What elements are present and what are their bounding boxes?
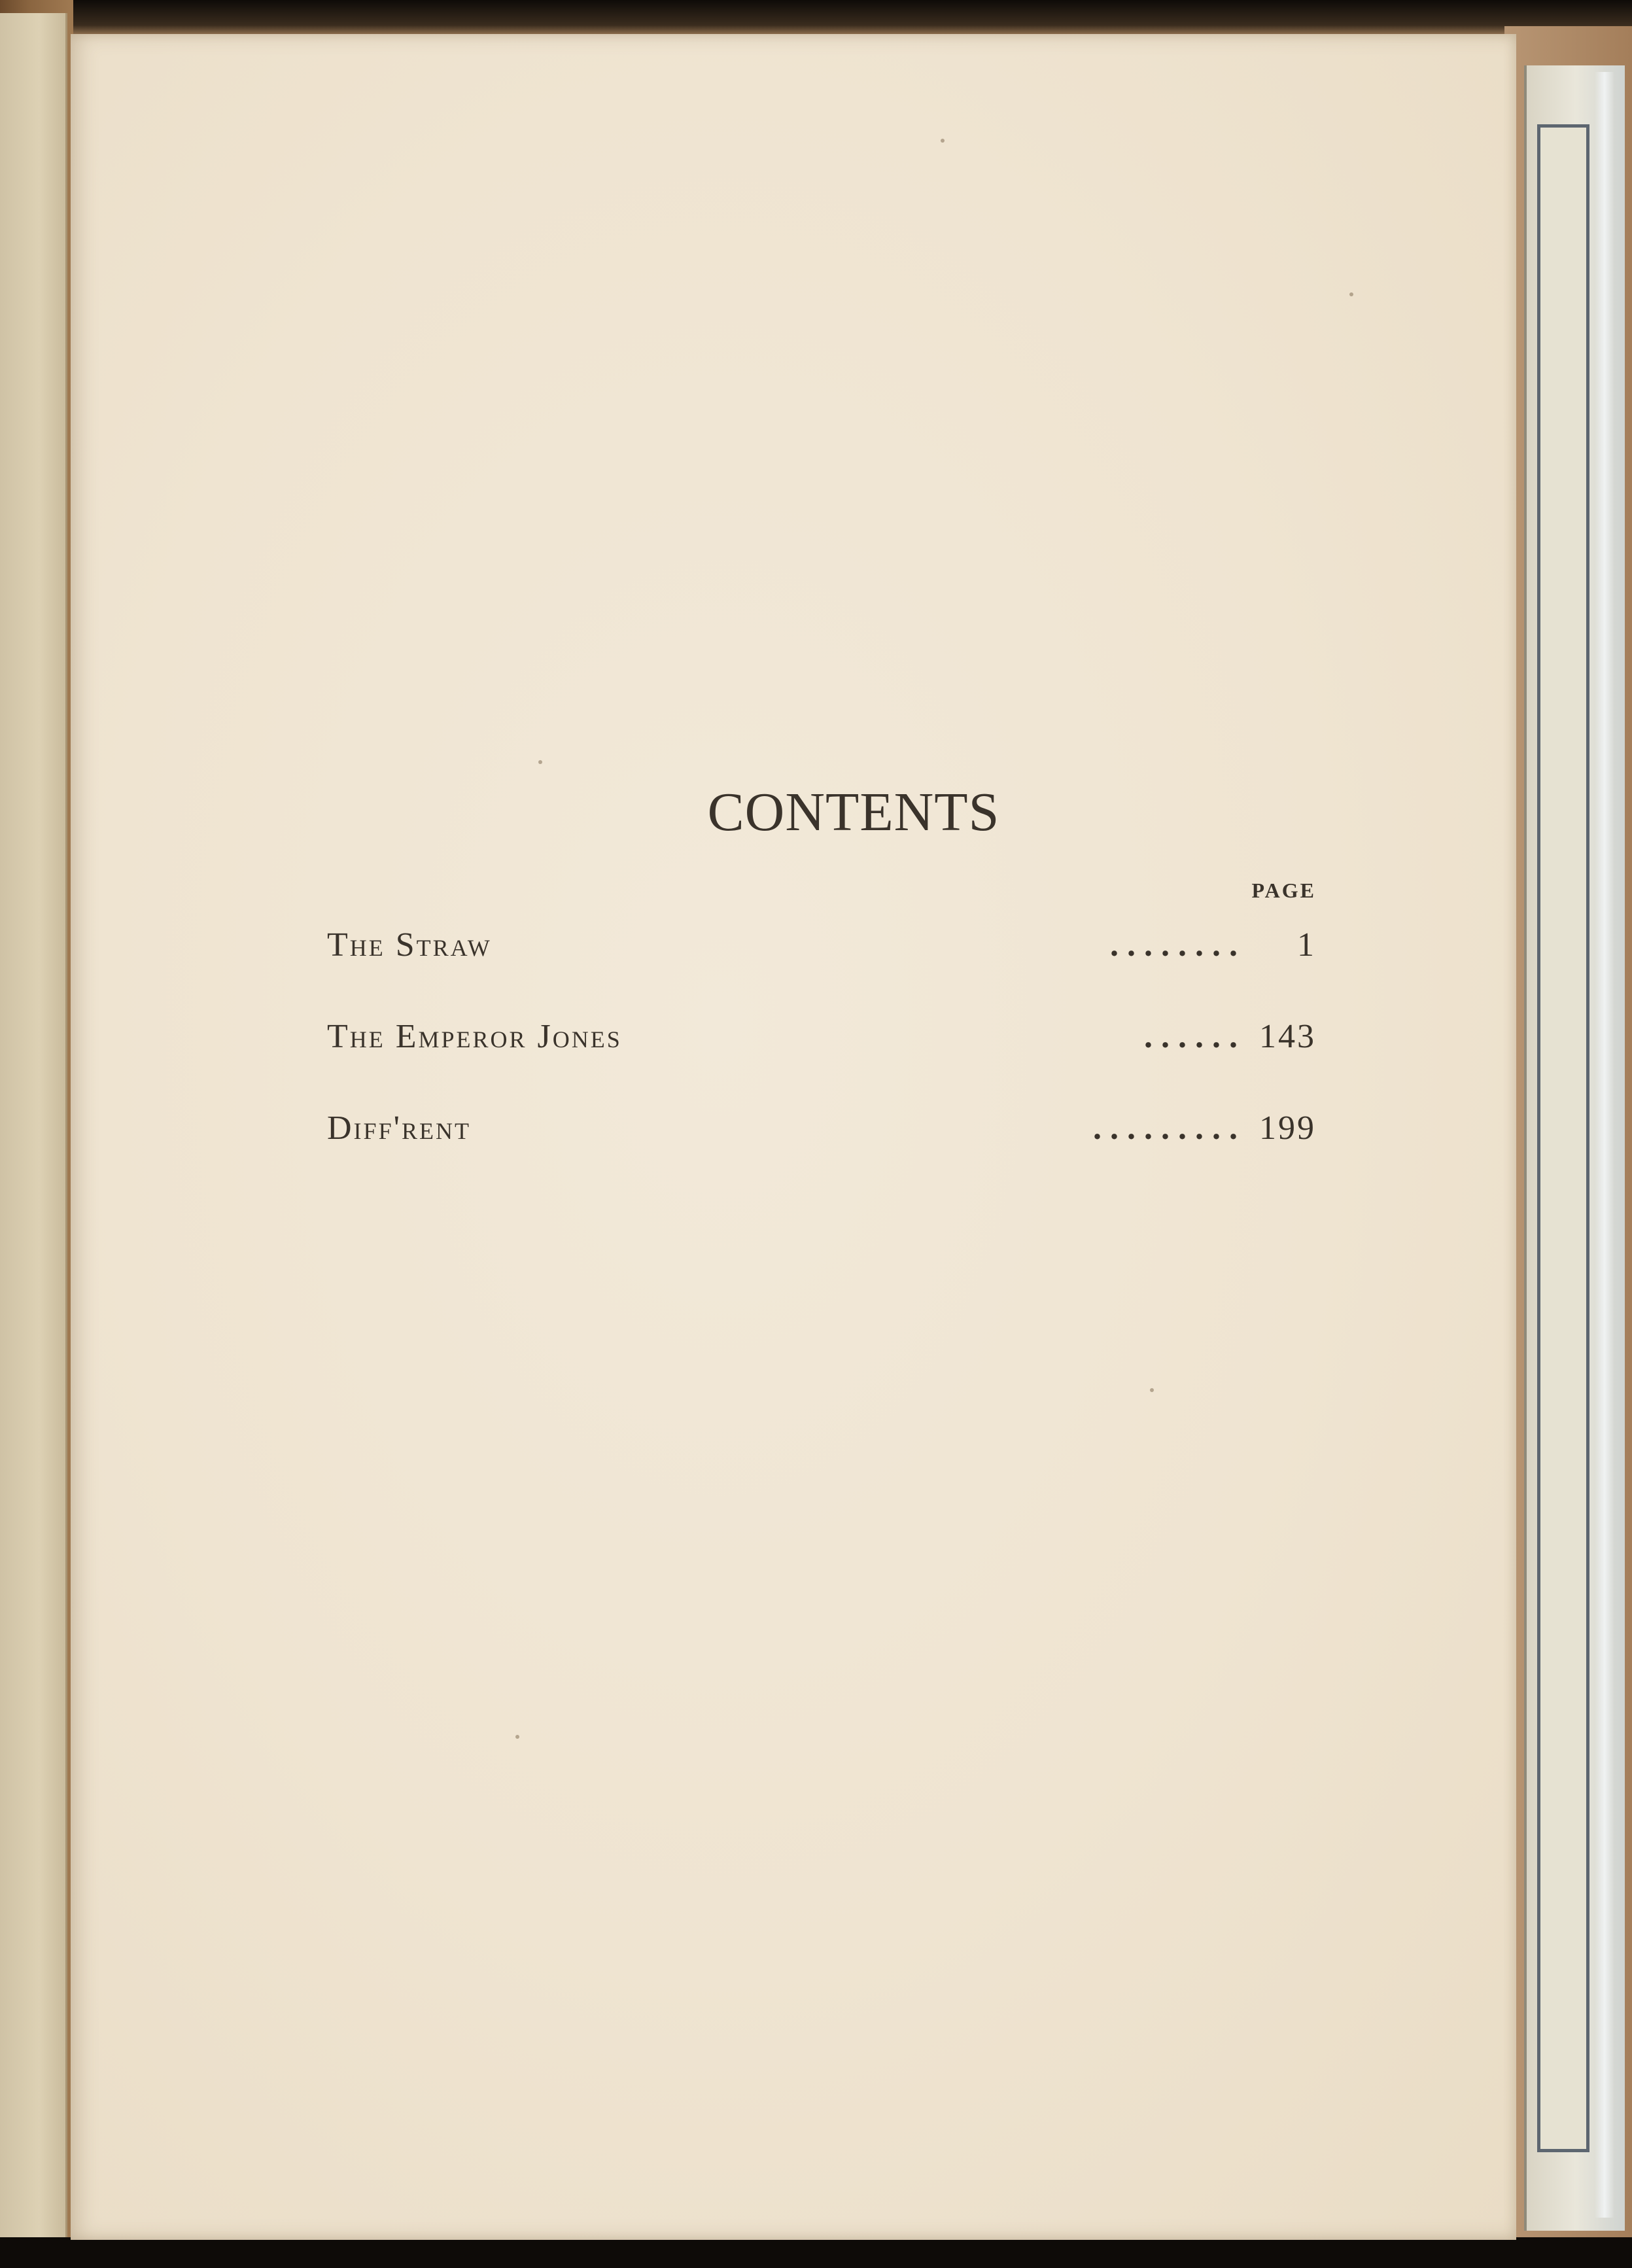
dot-leaders: . . . . . . (1144, 1018, 1238, 1055)
top-edge (0, 0, 1632, 36)
contents-entry (327, 1083, 1321, 1174)
paper-speck (941, 139, 945, 143)
page-column-label: PAGE (1251, 879, 1316, 902)
jacket-glare (1595, 72, 1614, 2218)
dot-leaders: . . . . . . . . . (1093, 1109, 1238, 1147)
left-page-edge (0, 13, 67, 2250)
entry-title: Diff'rent (327, 1109, 471, 1147)
contents-entry (327, 991, 1321, 1083)
bottom-edge (0, 2237, 1632, 2268)
entry-page-number: 199 (1259, 1109, 1316, 1147)
contents-entry (327, 899, 1321, 991)
entry-title: The Emperor Jones (327, 1018, 622, 1055)
contents-page (71, 34, 1516, 2240)
paper-speck (1150, 1388, 1154, 1392)
table-of-contents (327, 776, 1321, 1174)
entry-title: The Straw (327, 926, 492, 964)
paper-speck (538, 760, 542, 764)
dust-jacket-border (1537, 124, 1589, 2152)
paper-speck (1349, 292, 1353, 296)
dot-leaders: . . . . . . . . (1110, 926, 1238, 964)
paper-speck (515, 1735, 519, 1739)
contents-heading: CONTENTS (707, 782, 1000, 843)
entry-page-number: 143 (1259, 1018, 1316, 1055)
entry-page-number: 1 (1297, 926, 1316, 964)
contents-entries (327, 899, 1321, 1174)
